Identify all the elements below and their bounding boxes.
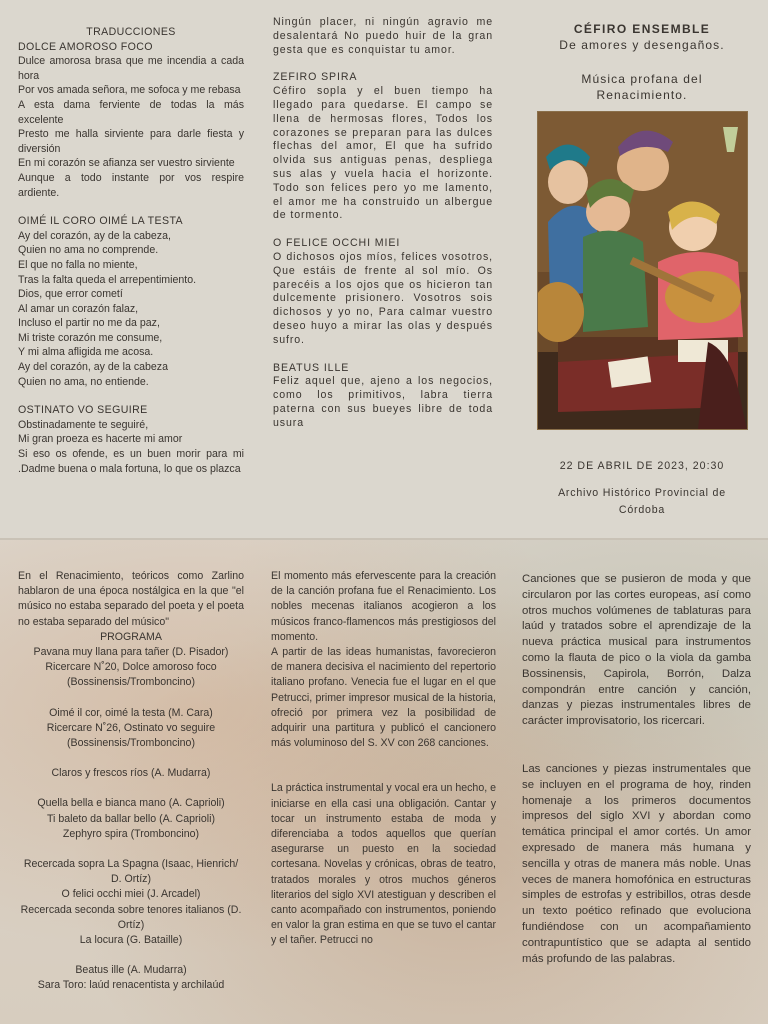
program-item: O felici occhi miei (J. Arcadel) [61,888,201,901]
program-item: (Bossinensis/Tromboncino) [67,737,195,750]
song-lines-ostinato [18,418,244,476]
lyric-line: Mi triste corazón me consume, [18,331,163,344]
lyric-line: Obstinadamente te seguiré, [18,418,149,431]
program-item: Pavana muy llana para tañer (D. Pisador) [33,646,229,659]
song-title-felice: O FELICE OCCHI MIEI [273,237,401,250]
song-title-zefiro: ZEFIRO SPIRA [273,71,358,84]
song-text-beatus: Feliz aquel que, ajeno a los negocios, como los primitivos, labra tierra paterna con sus bueyes libre de toda usura [273,375,493,429]
renaissance-concert-painting-icon [537,111,748,430]
lyric-line: Tras la falta queda el arrepentimiento. [18,273,197,286]
lyric-line: Dulce amorosa brasa que me incendia a cada hora [18,55,244,82]
lyric-line: Mi gran proeza es hacerte mi amor [18,433,183,446]
ensemble-name: CÉFIRO ENSEMBLE [573,22,711,36]
song-text-felice: O dichosos ojos míos, felices vosotros, Que estáis de frente al sol mío. Os parecéis a los ojos que os hicieron tan dulcemente prisionero. Vosotros sois dichosos y yo no, Para calmar vuestro deseo huyo a mirar las olas y después sufro. [273,250,493,346]
program-item: Oimé il cor, oimé la testa (M. Cara) [49,706,213,719]
lyric-line: Si eso os ofende, es un buen morir para mi .Dadme buena o mala fortuna, lo que os plazca [18,448,244,475]
program-item: Claros y frescos ríos (A. Mudarra) [51,767,211,780]
song-text-zefiro: Céfiro sopla y el buen tiempo ha llegado para quedarse. El campo se llena de hermosas flores, Todos los corazones se preparan para las dulces flechas del amor, El que ha sufrido olvida sus antiguas penas, despliega sus alas y vuela hacia el horizonte. Todo son felices pero yo me lamento, el amor me ha construido un albergue de tormento. [273,85,493,222]
bottom-panel [0,540,768,1024]
concert-description: Música profana del Renacimiento. [581,71,703,102]
history-paragraph-1: El momento más efervescente para la creación de la canción profana fue el Renacimiento. Los nobles mecenas italianos acogieron a los músicos franco-flamencos más prestigiosos del momento. [271,570,496,643]
program-item: Beatus ille (A. Mudarra) [75,964,187,977]
programa-label: PROGRAMA [100,630,162,643]
history-column [271,569,496,949]
lyric-line: Ay del corazón, ay de la cabeza, [18,229,171,242]
notes-paragraph-2: Las canciones y piezas instrumentales que se incluyen en el programa de hoy, rinden homenaje a los primeros documentos impresos del siglo XVI y abordan como temática principal el amor cortés. Un amor expresado de manera más humana y sencilla y otras de manera más noble. Unas veces de manera homofónica en estructuras simples de estrofas y estribillos, otras desde un texto poético refinado que evoluciona fundiéndose con un acompañamiento contrapuntístico que se adapta al sentido más profundo de las palabras. [522,762,751,965]
lyric-line: A esta dama ferviente de todas la más excelente [18,98,244,126]
program-item: Sara Toro: laúd renacentista y archilaúd [37,979,225,992]
notes-column [522,572,751,967]
lyric-line: Quien no ama, no entiende. [18,375,149,388]
concert-subtitle: De amores y desengaños. [559,37,725,52]
history-paragraph-3: La práctica instrumental y vocal era un hecho, e iniciarse en ella casi una obligación. Cantar y tocar un instrumento estaba de moda y diferenciaba a todos aquellos que querían asegurarse un puesto en la sociedad cortesana. Novelas y crónicas, obras de teatro, tratados morales y otros muchos géneros literarios del siglo XVI atestiguan y describen el canto acompañado con instrumentos, poniendo en valor la gran estima en que se tuvo el cantar y el tañer. Petrucci no [271,782,496,947]
program-list [18,645,244,994]
program-item: Ricercare N˚20, Dolce amoroso foco [45,661,217,674]
program-item: Ricercare N˚26, Ostinato vo seguire [46,721,216,734]
program-item: Recercada seconda sobre tenores italianos (D. Ortíz) [20,903,242,931]
notes-paragraph-1: Canciones que se pusieron de moda y que circularon por las cortes europeas, así como otros muchos volúmenes de tablaturas para laúd y tratados sobre el aprendizaje de la nueva práctica musical para instrumentos como la flauta de pico o la viola da gamba Bossinensis, Capirola, Borrón, Dalza compondrán entre canción y canción, danzas y piezas instrumentales libres de carácter improvisatorio, los ricercari. [522,573,751,728]
lyric-line: Aunque a todo instante por vos respire ardiente. [18,171,244,199]
program-item: Ti baleto da ballar bello (A. Caprioli) [46,812,215,825]
lyric-line: Ay del corazón, ay de la cabeza [18,361,168,374]
program-item: La locura (G. Bataille) [79,934,183,947]
song-title-dolce: DOLCE AMOROSO FOCO [18,40,153,53]
lyric-line: En mi corazón se afianza ser vuestro sirviente [18,157,235,170]
lyric-line: Incluso el partir no me da paz, [18,317,160,330]
song-title-ostinato: OSTINATO VO SEGUIRE [18,404,148,417]
lyric-line: Presto me halla sirviente para darle fiesta y diversión [18,128,244,155]
history-paragraph-2: A partir de las ideas humanistas, favorecieron de manera decisiva el nacimiento del repertorio italiano profano. Venecia fue el lugar en el que Petrucci, primer impresor musical de la historia, ofreció por primera vez la posibilidad de adquirir una partitura y publicó el cancionero más voluminoso del S. XV con 268 canciones. [271,646,496,750]
concert-date: 22 DE ABRIL DE 2023, 20:30 [559,459,725,472]
lyric-line: Al amar un corazón falaz, [18,302,139,315]
concert-venue: Archivo Histórico Provincial de Córdoba [558,486,726,516]
song-title-beatus: BEATUS ILLE [273,361,350,374]
lyric-line: El que no falla no miente, [18,258,138,271]
program-item: (Bossinensis/Tromboncino) [67,676,195,689]
program-column [18,569,244,994]
song-title-oime: OIMÉ IL CORO OIMÉ LA TESTA [18,215,184,228]
lyric-line: Por vos amada señora, me sofoca y me rebasa [18,84,241,97]
lyrics-column [273,16,493,431]
program-item: Zephyro spira (Tromboncino) [62,827,200,840]
lyric-line: Y mi alma afligida me acosa. [18,346,154,359]
lyric-continuation: Ningún placer, ni ningún agravio me desalentará No puedo huir de la gran gesta que es conquistar tu amor. [273,16,493,56]
song-lines-oime [18,229,244,390]
zarlino-intro: En el Renacimiento, teóricos como Zarlino hablaron de una época nostálgica en la que "el músico no estaba separado del poeta y el poeta no estaba separado del músico" [18,570,244,628]
lyric-line: Dios, que error cometí [18,288,123,301]
translations-heading: TRADUCCIONES [86,26,176,38]
lyric-line: Quien no ama no comprende. [18,244,159,257]
song-lines-dolce [18,54,244,200]
translations-column [18,25,244,476]
cover-column [536,22,748,519]
program-item: Recercada sopra La Spagna (Isaac, Hienrich/ D. Ortíz) [23,858,239,886]
program-item: Quella bella e bianca mano (A. Caprioli) [37,797,225,810]
